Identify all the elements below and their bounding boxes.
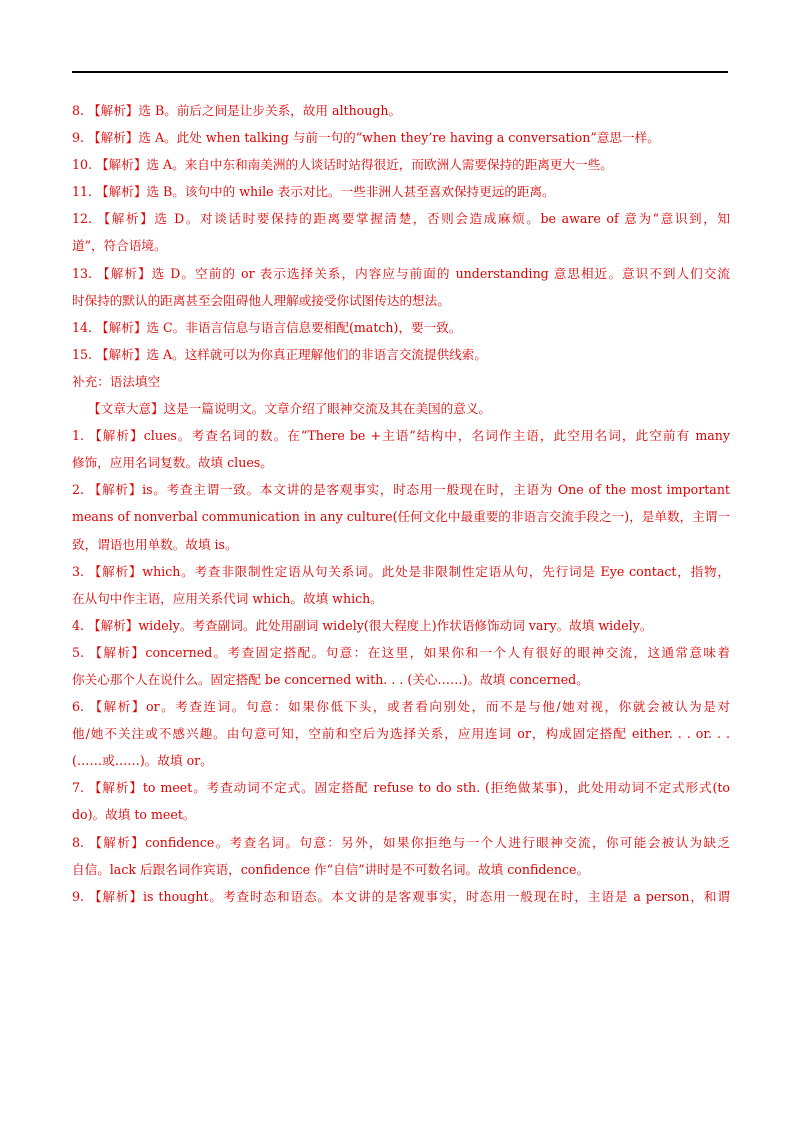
text-line: 15. 【解析】选 A。这样就可以为你真正理解他们的非语言交流提供线索。 <box>72 346 487 362</box>
text-line: 他/她不关注或不感兴趣。由句意可知，空前和空后为选择关系，应用连词 or，构成固定搭配 either. . . or. . . <box>72 726 730 742</box>
text-line: do)。故填 to meet。 <box>72 807 196 823</box>
text-line: 8. 【解析】选 B。前后之间是让步关系，故用 although。 <box>72 103 402 118</box>
text-line: 9. 【解析】is thought。考查时态和语态。本文讲的是客观事实，时态用一般现在时，主语是 a person，和谓 <box>72 888 730 904</box>
text-line: 致，谓语也用单数。故填 is。 <box>72 536 238 552</box>
text-line: (……或……)。故填 or。 <box>72 753 213 769</box>
text-line: 补充：语法填空 <box>72 373 161 389</box>
text-line: 8. 【解析】confidence。考查名词。句意：另外，如果你拒绝与一个人进行眼神交流，你可能会被认为缺乏 <box>72 834 730 850</box>
text-line: 13. 【解析】选 D。空前的 or 表示选择关系，内容应与前面的 understanding 意思相近。意识不到人们交流 <box>72 265 730 281</box>
text-line: 10. 【解析】选 A。来自中东和南美洲的人谈话时站得很近，而欧洲人需要保持的距离更大一些。 <box>72 157 613 173</box>
text-line: 你关心那个人在说什么。固定搭配 be concerned with. . . (关心……)。故填 concerned。 <box>72 671 589 687</box>
text-line: 自信。lack 后跟名词作宾语，confidence 作“自信”讲时是不可数名词。故填 confidence。 <box>72 861 590 877</box>
text-line: 【文章大意】这是一篇说明文。文章介绍了眼神交流及其在美国的意义。 <box>88 401 491 417</box>
text-line: 1. 【解析】clues。考查名词的数。在“There be +主语”结构中，名词作主语，此空用名词，此空前有 many <box>72 428 730 444</box>
text-line: 道”，符合语境。 <box>72 238 167 254</box>
text-line: 14. 【解析】选 C。非语言信息与语言信息要相配(match)，要一致。 <box>72 319 462 335</box>
text-line: 2. 【解析】is。考查主谓一致。本文讲的是客观事实，时态用一般现在时，主语为 One of the most important <box>72 482 730 498</box>
text-line: 9. 【解析】选 A。此处 when talking 与前一句的“when they’re having a conversation”意思一样。 <box>72 130 660 146</box>
text-line: 3. 【解析】which。考查非限制性定语从句关系词。此处是非限制性定语从句，先行词是 Eye contact，指物， <box>72 563 730 579</box>
text-line: 时保持的默认的距离甚至会阻碍他人理解或接受你试图传达的想法。 <box>72 292 450 308</box>
text-line: means of nonverbal communication in any culture(任何文化中最重要的非语言交流手段之一)，是单数，主谓一 <box>72 509 730 525</box>
text-line: 7. 【解析】to meet。考查动词不定式。固定搭配 refuse to do sth. (拒绝做某事)，此处用动词不定式形式(to <box>72 780 730 796</box>
text-line: 6. 【解析】or。考查连词。句意：如果你低下头，或者看向别处，而不是与他/她对视，你就会被认为是对 <box>72 699 730 715</box>
text-line: 修饰，应用名词复数。故填 clues。 <box>72 455 273 471</box>
header-rule <box>72 71 728 73</box>
text-line: 11. 【解析】选 B。该句中的 while 表示对比。一些非洲人甚至喜欢保持更远的距离。 <box>72 184 555 200</box>
text-line: 4. 【解析】widely。考查副词。此处用副词 widely(很大程度上)作状语修饰动词 vary。故填 widely。 <box>72 617 653 633</box>
answer-explanations <box>72 97 730 910</box>
text-line: 在从句中作主语，应用关系代词 which。故填 which。 <box>72 590 383 606</box>
text-line: 12. 【解析】选 D。对谈话时要保持的距离要掌握清楚，否则会造成麻烦。be aware of 意为“意识到，知 <box>72 211 730 227</box>
text-line: 5. 【解析】concerned。考查固定搭配。句意：在这里，如果你和一个人有很好的眼神交流，这通常意味着 <box>72 644 730 660</box>
